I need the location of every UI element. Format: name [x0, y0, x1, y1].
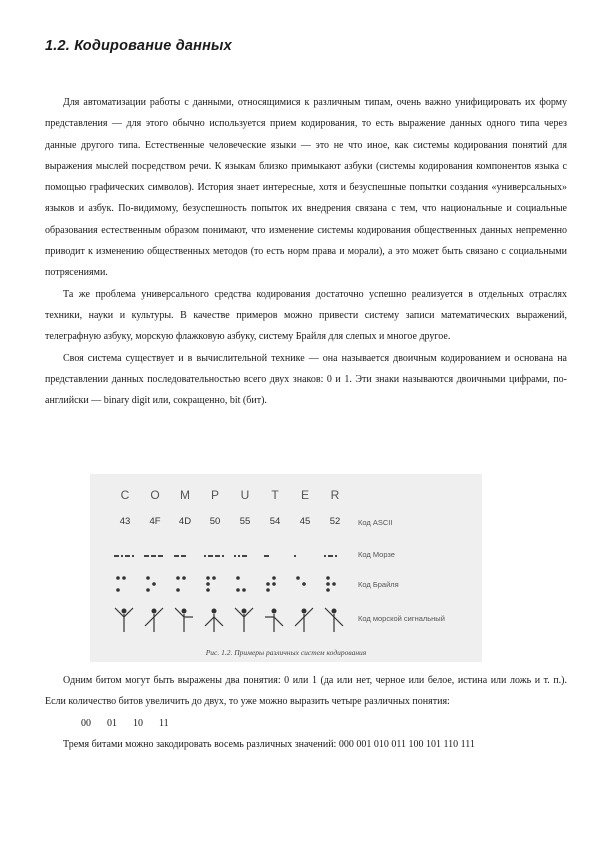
ascii-code: 4F: [149, 516, 161, 527]
braille-dot: [206, 582, 210, 586]
binary-value: 10: [133, 717, 143, 729]
morse-mark: [215, 555, 220, 557]
braille-dot: [152, 582, 156, 586]
braille-dot: [206, 588, 210, 592]
braille-dot: [242, 588, 246, 592]
paragraph-2: Та же проблема универсального средства кодирования достаточно успешно реализуется в отдельных отраслях техники, науки и культуры. В качестве примеров можно привести систему записи математических выражений, телеграфную азбуку, морскую флажковую азбуку, систему Брайля для слепых и многое другое.: [45, 288, 567, 343]
braille-dot: [116, 588, 120, 592]
braille-dot: [296, 576, 300, 580]
morse-mark: [158, 555, 163, 557]
morse-mark: [132, 555, 134, 557]
figure-letter: E: [300, 488, 309, 502]
figure-caption: Рис. 1.2. Примеры различных систем кодирования: [205, 648, 367, 657]
ascii-code: 54: [269, 516, 281, 527]
morse-mark: [125, 555, 130, 557]
binary-value: 00: [81, 717, 91, 729]
morse-mark: [242, 555, 247, 557]
braille-dot: [206, 576, 210, 580]
morse-mark: [208, 555, 213, 557]
body-text: [45, 92, 567, 411]
label-ascii: Код ASCII: [358, 518, 393, 527]
braille-dot: [146, 576, 150, 580]
morse-mark: [121, 555, 123, 557]
ascii-code: 43: [119, 516, 131, 527]
ascii-code: 45: [299, 516, 311, 527]
figure-letter: P: [210, 488, 219, 502]
morse-mark: [264, 555, 269, 557]
ascii-code: 55: [239, 516, 251, 527]
three-bit-intro: Тремя битами можно закодировать восемь различных значений:: [63, 738, 337, 750]
label-flag: Код морской сигнальный: [358, 614, 445, 623]
figure-letter: R: [330, 488, 340, 502]
braille-dot: [266, 582, 270, 586]
semaphore-figure: [205, 609, 223, 633]
morse-mark: [328, 555, 333, 557]
semaphore-row: [110, 604, 350, 638]
morse-mark: [335, 555, 337, 557]
ascii-code: 52: [329, 516, 341, 527]
semaphore-figure: [325, 608, 343, 632]
morse-mark: [294, 555, 296, 557]
braille-dot: [176, 576, 180, 580]
figure-letter: O: [150, 488, 160, 502]
three-bit-line: [45, 734, 567, 755]
semaphore-figure: [115, 608, 133, 632]
semaphore-figure: [145, 608, 163, 632]
morse-mark: [234, 555, 236, 557]
figure-letter: C: [120, 488, 130, 502]
label-braille: Код Брайля: [358, 580, 399, 589]
figure-letter: T: [271, 488, 279, 502]
semaphore-figure: [265, 609, 283, 633]
braille-dot: [182, 576, 186, 580]
morse-mark: [238, 555, 240, 557]
paragraph-3: Своя система существует и в вычислительной технике — она называется двоичным кодированием и основана на представлении данных последовательностью всего двух знаков: 0 и 1. Эти знаки называются двоичными цифрами, по-английски — binary digit или, сокращенно, bit (бит).: [45, 352, 567, 407]
paragraph-1: Для автоматизации работы с данными, относящимися к различным типам, очень важно унифицировать их форму представления — для этого обычно используется прием кодирования, то есть выражение данных одного типа через данные другого типа. Естественные человеческие языки — это не что иное, как системы кодирования понятий для выражения мыслей посредством речи. К языкам близко примыкают азбуки (системы кодирования компонентов языка с помощью графических символов). История знает интересные, хотя и безуспешные попытки создания «универсальных» языков и азбук. По-видимому, безуспешность попыток их внедрения связана с тем, что национальные и социальные образования естественным образом понимают, что изменение системы кодирования общественных данных непременно приводит к изменению общественных методов (то есть норм права и морали), а это может быть связано с социальными потрясениями.: [45, 97, 567, 279]
morse-row: [110, 552, 350, 558]
ascii-code: 50: [209, 516, 221, 527]
coding-systems-figure: [90, 474, 482, 662]
morse-mark: [181, 555, 186, 557]
morse-mark: [204, 555, 206, 557]
morse-mark: [174, 555, 179, 557]
braille-dot: [146, 588, 150, 592]
braille-dot: [176, 588, 180, 592]
braille-dot: [332, 582, 336, 586]
braille-dot: [266, 588, 270, 592]
braille-dot: [326, 576, 330, 580]
morse-mark: [151, 555, 156, 557]
three-bit-values: 000 001 010 011 100 101 110 111: [338, 738, 475, 750]
semaphore-figure: [175, 608, 193, 632]
braille-dot: [212, 576, 216, 580]
braille-row: [110, 574, 350, 594]
braille-dot: [302, 582, 306, 586]
semaphore-figure: [235, 608, 253, 632]
braille-dot: [326, 582, 330, 586]
morse-mark: [324, 555, 326, 557]
paragraph-4: Одним битом могут быть выражены два понятия: 0 или 1 (да или нет, черное или белое, истина или ложь и т. п.). Если количество битов увеличить до двух, то уже можно выразить четыре различных понятия:: [45, 675, 567, 708]
braille-dot: [122, 576, 126, 580]
binary-value: 11: [159, 717, 169, 729]
figure-letter: M: [180, 488, 190, 502]
ascii-code: 4D: [178, 516, 192, 527]
braille-dot: [116, 576, 120, 580]
two-bit-values: [45, 713, 567, 734]
morse-mark: [114, 555, 119, 557]
braille-dot: [236, 576, 240, 580]
binary-value: 01: [107, 717, 117, 729]
braille-dot: [272, 576, 276, 580]
figure-letter: U: [240, 488, 250, 502]
body-text-continued: [45, 670, 567, 755]
section-title: 1.2. Кодирование данных: [45, 38, 232, 54]
morse-mark: [222, 555, 224, 557]
braille-dot: [326, 588, 330, 592]
semaphore-figure: [295, 608, 313, 632]
morse-mark: [144, 555, 149, 557]
braille-dot: [272, 582, 276, 586]
braille-dot: [236, 588, 240, 592]
label-morse: Код Морзе: [358, 550, 395, 559]
